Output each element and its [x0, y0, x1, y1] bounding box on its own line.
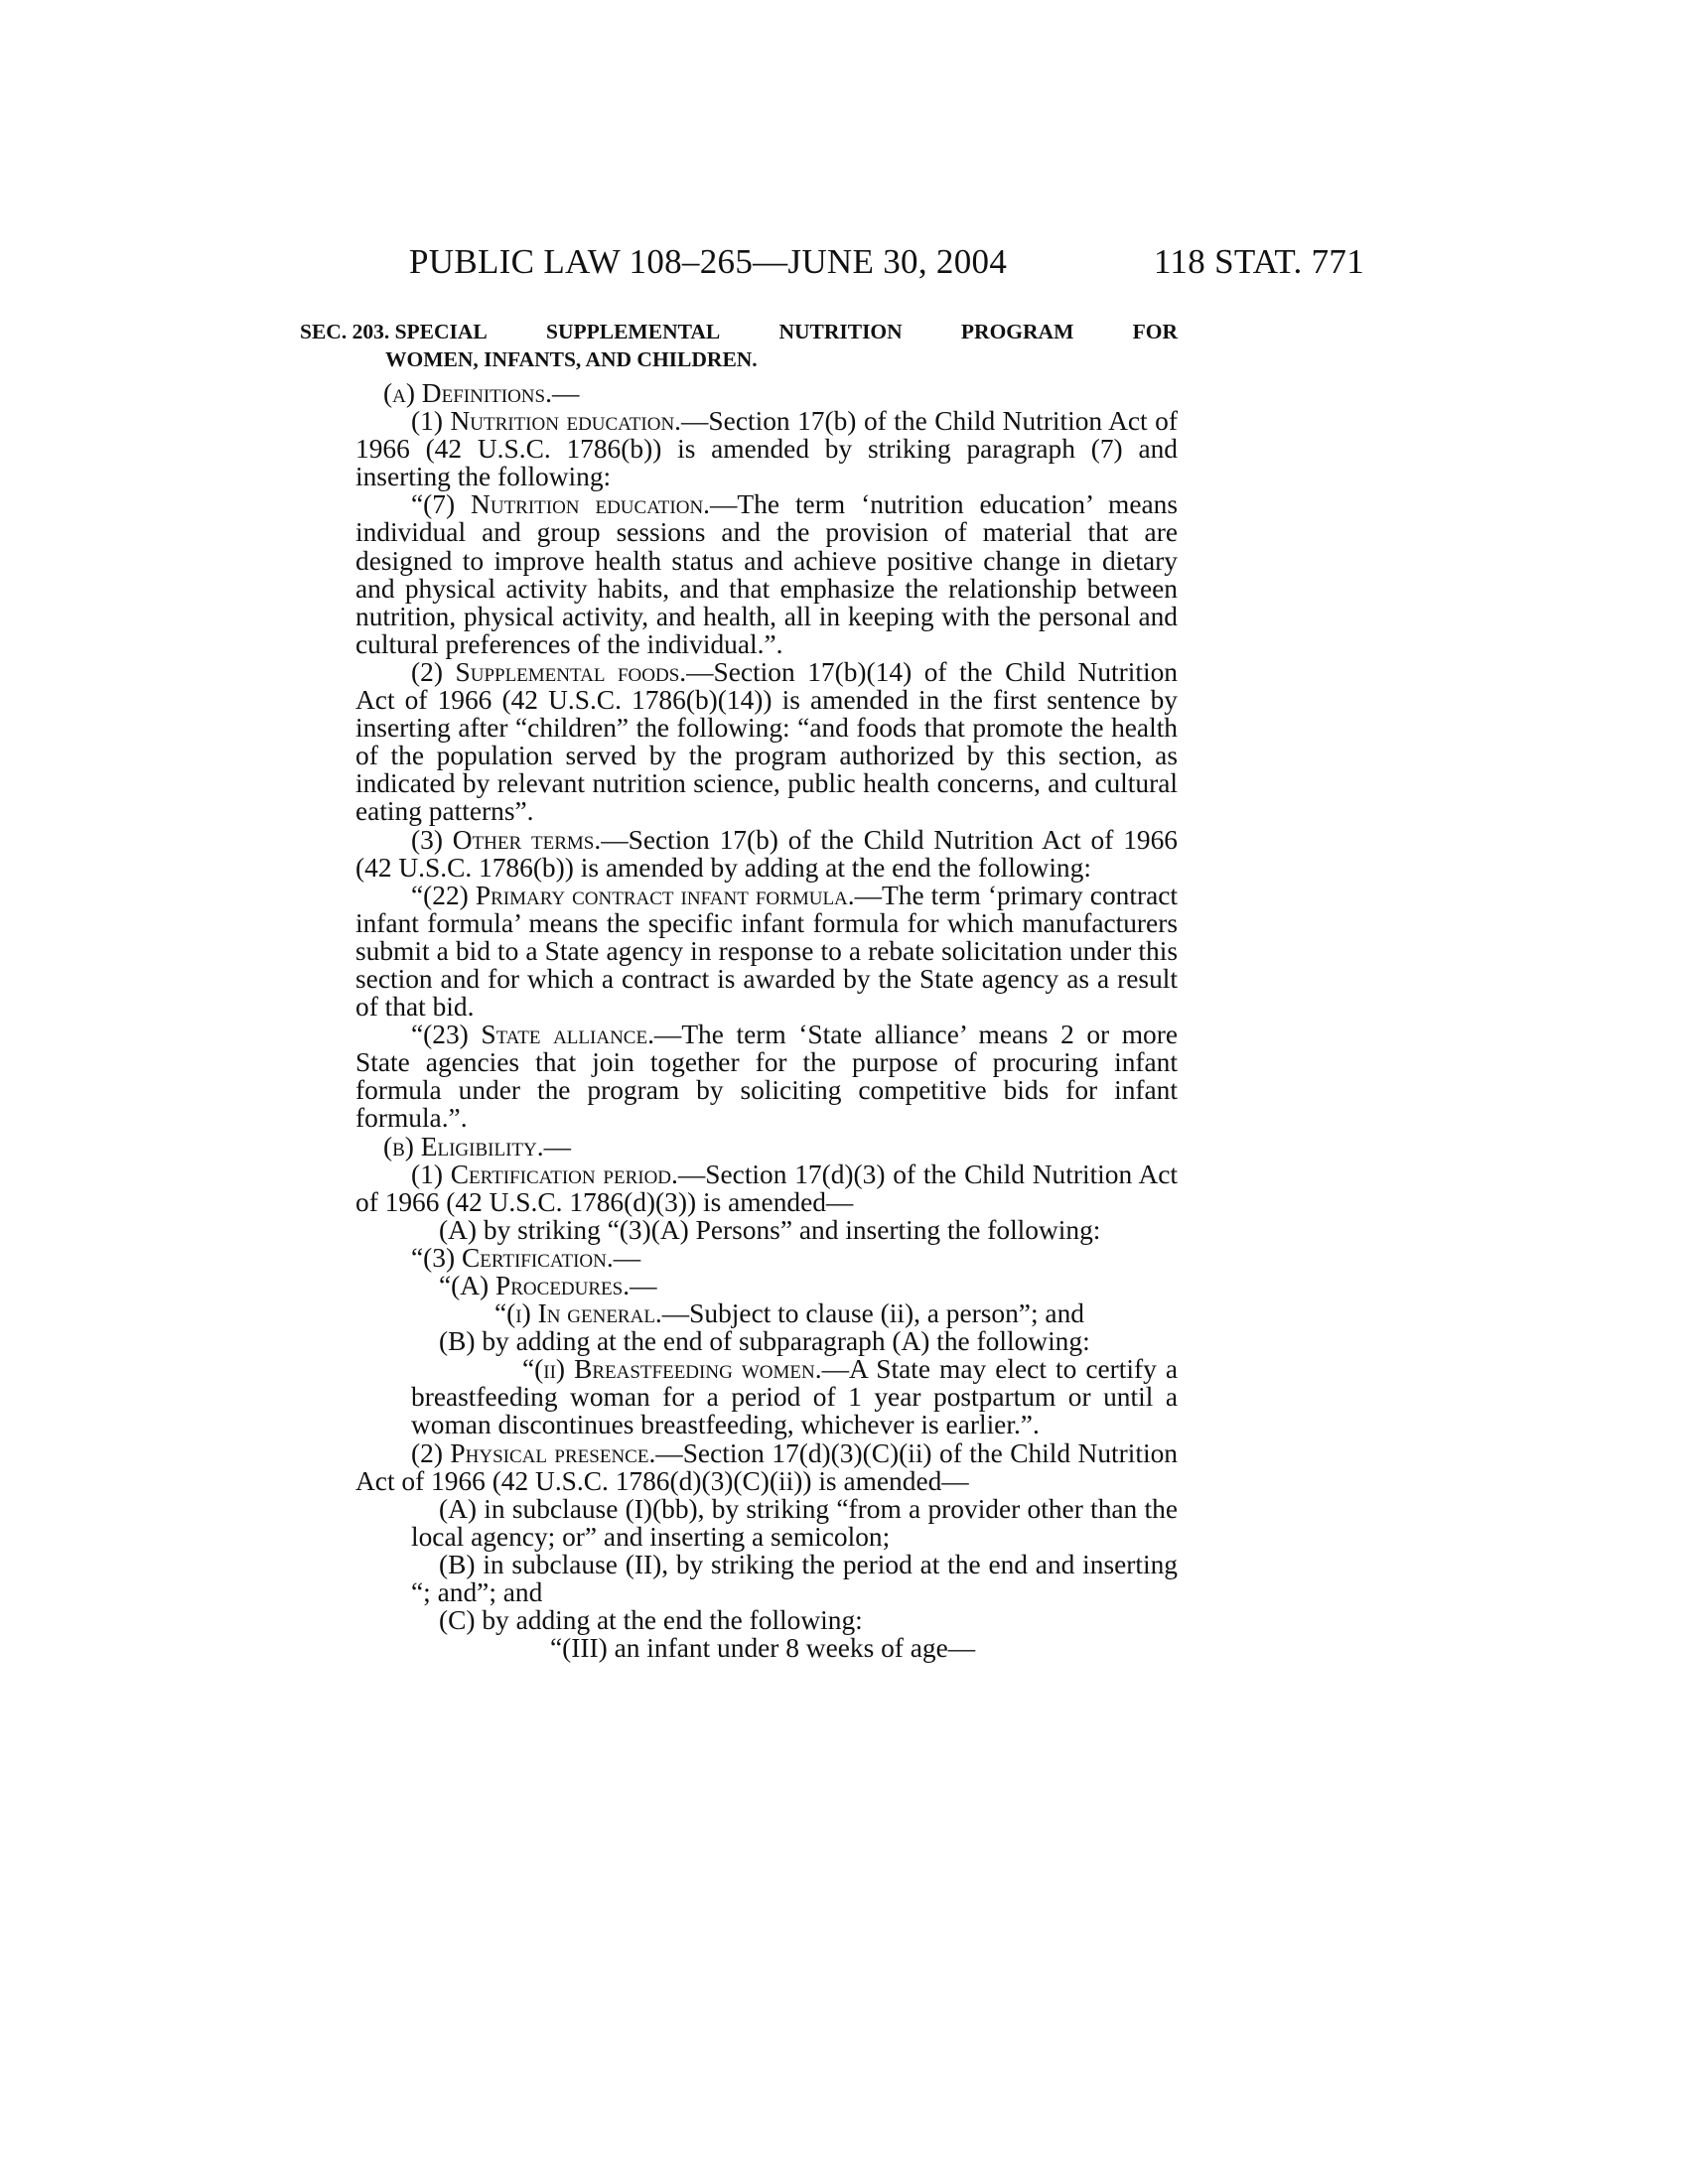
paragraph-lead: “(i) In general. — [494, 1298, 662, 1329]
paragraph-lead: “(23) State alliance. — [411, 1020, 654, 1050]
paragraph-text: —A State may elect to certify a breastfeeding woman for a period of 1 year postpartum or until a woman discontinues breastfeeding, whichever is earlier.”. — [411, 1354, 1178, 1440]
paragraph-lead: “(7) Nutrition education. — [411, 489, 711, 520]
paragraph-text: (A) by striking “(3)(A) Persons” and inserting the following: — [439, 1214, 1101, 1245]
section-heading-line2: WOMEN, INFANTS, AND CHILDREN. — [385, 347, 758, 371]
paragraph-text: (A) in subclause (I)(bb), by striking “from a provider other than the local agency; or” and inserting a semicolon; — [411, 1493, 1178, 1552]
paragraph-text: —Section 17(b) of the Child Nutrition Act of 1966 (42 U.S.C. 1786(b)) is amended by striking paragraph (7) and inserting the following: — [355, 406, 1178, 492]
paragraph-b-eligibility — [355, 1133, 1178, 1160]
paragraph-text: —Section 17(b)(14) of the Child Nutrition Act of 1966 (42 U.S.C. 1786(b)(14)) is amended in the first sentence by inserting after “children” the following: “and foods that promote the health of the population served by the program authorized by this section, as indicated by relevant nutrition science, public health concerns, and cultural eating patterns”. — [355, 656, 1178, 827]
heading-word: FOR — [1132, 320, 1178, 343]
paragraph-7-definition — [355, 490, 1178, 658]
paragraph-A-procedures — [355, 1272, 1178, 1299]
paragraph-lead: (1) Nutrition education. — [411, 406, 682, 437]
paragraph-text: (C) by adding at the end the following: — [439, 1605, 863, 1636]
paragraph-lead: “(A) Procedures. — [439, 1271, 631, 1300]
paragraph-text: (B) in subclause (II), by striking the period at the end and inserting “; and”; and — [411, 1549, 1178, 1608]
section-body — [355, 379, 1178, 1662]
paragraph-3-certification — [355, 1244, 1178, 1272]
paragraph-III-infant — [355, 1634, 1178, 1662]
paragraph-a-definitions — [355, 379, 1178, 407]
paragraph-text: — — [543, 1131, 571, 1161]
paragraph-2-physical-presence — [355, 1439, 1178, 1495]
paragraph-text: — — [630, 1271, 657, 1300]
heading-word: SUPPLEMENTAL — [546, 320, 721, 343]
paragraph-1-nutrition-education — [355, 407, 1178, 490]
paragraph-text: (B) by adding at the end of subparagraph (A) the following: — [439, 1326, 1090, 1357]
paragraph-text: — — [551, 378, 580, 408]
paragraph-A-subclause — [355, 1495, 1178, 1551]
paragraph-C-adding — [355, 1606, 1178, 1634]
paragraph-lead: (b) Eligibility. — [383, 1131, 544, 1161]
paragraph-lead: “(ii) Breastfeeding women. — [522, 1354, 822, 1385]
paragraph-text: —The term ‘primary contract infant formula’ means the specific infant formula for which manufacturers submit a bid to a State agency in response to a rebate solicitation under this section and for which a contract is awarded by the State agency as a result of that bid. — [355, 880, 1178, 1023]
paragraph-lead: (2) Physical presence. — [411, 1437, 656, 1468]
section-heading-line1 — [300, 318, 1178, 345]
paragraph-ii-breastfeeding — [355, 1355, 1178, 1438]
heading-word: PROGRAM — [960, 320, 1074, 343]
header-title: PUBLIC LAW 108–265—JUNE 30, 2004 — [409, 242, 1008, 281]
paragraph-i-in-general — [355, 1299, 1178, 1327]
paragraph-22-primary-contract — [355, 882, 1178, 1021]
running-header — [409, 242, 1364, 292]
paragraph-lead: “(22) Primary contract infant formula. — [411, 880, 855, 910]
paragraph-lead: (a) Definitions. — [383, 378, 552, 408]
heading-word: NUTRITION — [778, 320, 903, 343]
paragraph-text: —Section 17(d)(3) of the Child Nutrition Act of 1966 (42 U.S.C. 1786(d)(3)) is amended— — [355, 1159, 1179, 1217]
paragraph-lead: (1) Certification period. — [411, 1159, 678, 1189]
paragraph-text: —Subject to clause (ii), a person”; and — [661, 1298, 1084, 1329]
paragraph-lead: (3) Other terms. — [411, 824, 602, 855]
paragraph-text: —Section 17(d)(3)(C)(ii) of the Child Nutrition Act of 1966 (42 U.S.C. 1786(d)(3)(C)(ii)) is amended— — [355, 1437, 1178, 1496]
paragraph-A-striking — [355, 1216, 1178, 1244]
header-stat-page: 118 STAT. 771 — [1153, 242, 1364, 281]
paragraph-2-supplemental-foods — [355, 658, 1178, 826]
paragraph-1-certification-period — [355, 1160, 1178, 1216]
section-heading — [300, 318, 1178, 373]
paragraph-text: —The term ‘State alliance’ means 2 or more State agencies that join together for the purpose of procuring infant formula under the program by soliciting competitive bids for infant formula.”. — [355, 1020, 1179, 1134]
paragraph-text: —Section 17(b) of the Child Nutrition Act of 1966 (42 U.S.C. 1786(b)) is amended by adding at the end the following: — [355, 824, 1178, 883]
paragraph-3-other-terms — [355, 826, 1178, 882]
paragraph-text: “(III) an infant under 8 weeks of age— — [550, 1633, 976, 1664]
heading-word: SEC. 203. SPECIAL — [300, 320, 488, 343]
paragraph-text: — — [613, 1242, 641, 1273]
paragraph-B-subclause — [355, 1551, 1178, 1606]
paragraph-B-adding — [355, 1327, 1178, 1355]
paragraph-23-state-alliance — [355, 1021, 1178, 1132]
paragraph-lead: (2) Supplemental foods. — [411, 656, 687, 687]
paragraph-lead: “(3) Certification. — [411, 1242, 614, 1273]
paragraph-text: —The term ‘nutrition education’ means individual and group sessions and the provision of material that are designed to improve health status and achieve positive change in dietary and physical activity habits, and that emphasize the relationship between nutrition, physical activity, and health, all in keeping with the personal and cultural preferences of the individual.”. — [355, 489, 1178, 659]
